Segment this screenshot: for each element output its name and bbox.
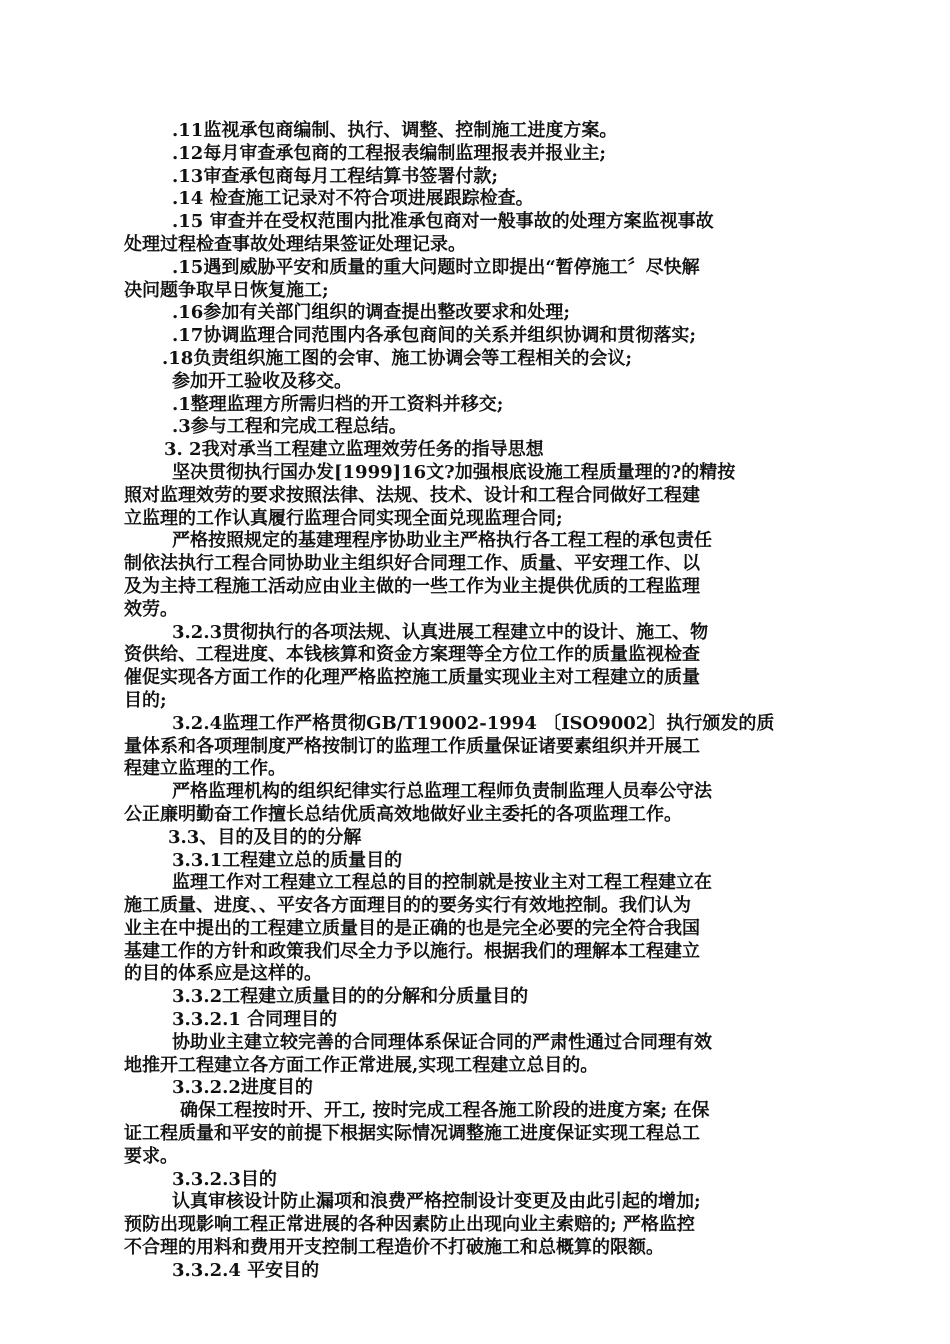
section-heading: 3.3.2工程建立质量目的的分解和分质量目的 — [172, 986, 529, 1008]
text-line: .15遇到威胁平安和质量的重大问题时立即提出“暂停施工〞尽快解 — [172, 256, 700, 278]
text-line: 立监理的工作认真履行监理合同实现全面兑现监理合同; — [124, 507, 563, 529]
section-heading: 3. 2我对承当工程建立监理效劳任务的指导思想 — [164, 439, 544, 461]
text-line: 要求。 — [124, 1145, 178, 1167]
text-line: 坚决贯彻执行国办发[1999]16文?加强根底设施工程质量理的?的精按 — [172, 461, 736, 483]
text-line: .14 检查施工记录对不符合项进展跟踪检查。 — [172, 188, 534, 210]
text-line: .16参加有关部门组织的调查提出整改要求和处理; — [172, 302, 570, 324]
text-line: 认真审核设计防止漏项和浪费严格控制设计变更及由此引起的增加; — [172, 1191, 701, 1213]
text-line: 业主在中提出的工程建立质量目的是正确的也是完全必要的完全符合我国 — [124, 917, 700, 939]
text-line: 处理过程检查事故处理结果签证处理记录。 — [124, 233, 466, 255]
text-line: 参加开工验收及移交。 — [172, 370, 352, 392]
text-line: 及为主持工程施工活动应由业主做的一些工作为业主提供优质的工程监理 — [124, 575, 700, 597]
text-line: 催促实现各方面工作的化理严格监控施工质量实现业主对工程建立的质量 — [124, 667, 700, 689]
text-line: 施工质量、进度、、平安各方面理目的的要务实行有效地控制。我们认为 — [124, 895, 691, 917]
text-line: 目的; — [124, 689, 167, 711]
text-line: 3.2.3贯彻执行的各项法规、认真进展工程建立中的设计、施工、物 — [172, 621, 709, 643]
text-line: 决问题争取早日恢复施工; — [124, 279, 329, 301]
text-line: .17协调监理合同范围内各承包商间的关系并组织协调和贯彻落实; — [172, 325, 696, 347]
text-line: 量体系和各项理制度严格按制订的监理工作质量保证诸要素组织并开展工 — [124, 735, 700, 757]
section-heading: 3.3.1工程建立总的质量目的 — [172, 849, 403, 871]
text-line: .11监视承包商编制、执行、调整、控制施工进度方案。 — [172, 120, 618, 141]
text-line: 照对监理效劳的要求按照法律、法规、技术、设计和工程合同做好工程建 — [124, 484, 700, 506]
text-line: .15 审查并在受权范围内批准承包商对一般事故的处理方案监视事故 — [172, 211, 714, 233]
text-line: 确保工程按时开、开工, 按时完成工程各施工阶段的进度方案; 在保 — [180, 1100, 710, 1122]
text-line: 严格按照规定的基建理程序协助业主严格执行各工程工程的承包责任 — [172, 530, 712, 552]
text-line: 制依法执行工程合同协助业主组织好合同理工作、质量、平安理工作、以 — [124, 553, 700, 575]
text-line: .18负责组织施工图的会审、施工协调会等工程相关的会议; — [162, 347, 632, 369]
text-line: 严格监理机构的组织纪律实行总监理工程师负责制监理人员奉公守法 — [172, 781, 712, 803]
text-line: 基建工作的方针和政策我们尽全力予以施行。根据我们的理解本工程建立 — [124, 940, 700, 962]
text-line: 监理工作对工程建立工程总的目的控制就是按业主对工程工程建立在 — [172, 872, 712, 894]
section-heading: 3.3.2.2进度目的 — [172, 1077, 313, 1099]
text-line: 效劳。 — [124, 598, 178, 620]
text-line: 不合理的用料和费用开支控制工程造价不打破施工和总概算的限额。 — [124, 1237, 664, 1259]
text-line: 地推开工程建立各方面工作正常进展,实现工程建立总目的。 — [124, 1054, 599, 1076]
text-line: .3参与工程和完成工程总结。 — [172, 416, 407, 438]
text-line: 资供给、工程进度、本钱核算和资金方案理等全方位工作的质量监视检查 — [124, 644, 700, 666]
text-line: 3.2.4监理工作严格贯彻GB/T19002-1994 〔ISO9002〕执行颁发的质 — [172, 712, 775, 734]
text-line: .13审查承包商每月工程结算书签署付款; — [172, 165, 498, 187]
section-heading: 3.3、目的及目的的分解 — [168, 826, 362, 848]
section-heading: 3.3.2.4 平安目的 — [172, 1259, 320, 1281]
text-line: 证工程质量和平安的前提下根据实际情况调整施工进度保证实现工程总工 — [124, 1123, 700, 1145]
text-line: .12每月审查承包商的工程报表编制监理报表并报业主; — [172, 142, 606, 164]
section-heading: 3.3.2.1 合同理目的 — [172, 1009, 338, 1031]
document-body — [124, 120, 856, 1283]
text-line: 公正廉明勤奋工作擅长总结优质高效地做好业主委托的各项监理工作。 — [124, 803, 682, 825]
section-heading: 3.3.2.3目的 — [172, 1168, 277, 1190]
text-line: 的目的体系应是这样的。 — [124, 963, 322, 985]
text-line: 协助业主建立较完善的合同理体系保证合同的严肃性通过合同理有效 — [172, 1031, 712, 1053]
text-line: .1整理监理方所需归档的开工资料并移交; — [172, 393, 504, 415]
text-line: 预防出现影响工程正常进展的各种因素防止出现向业主索赔的; 严格监控 — [124, 1214, 695, 1236]
text-line: 程建立监理的工作。 — [124, 758, 286, 780]
